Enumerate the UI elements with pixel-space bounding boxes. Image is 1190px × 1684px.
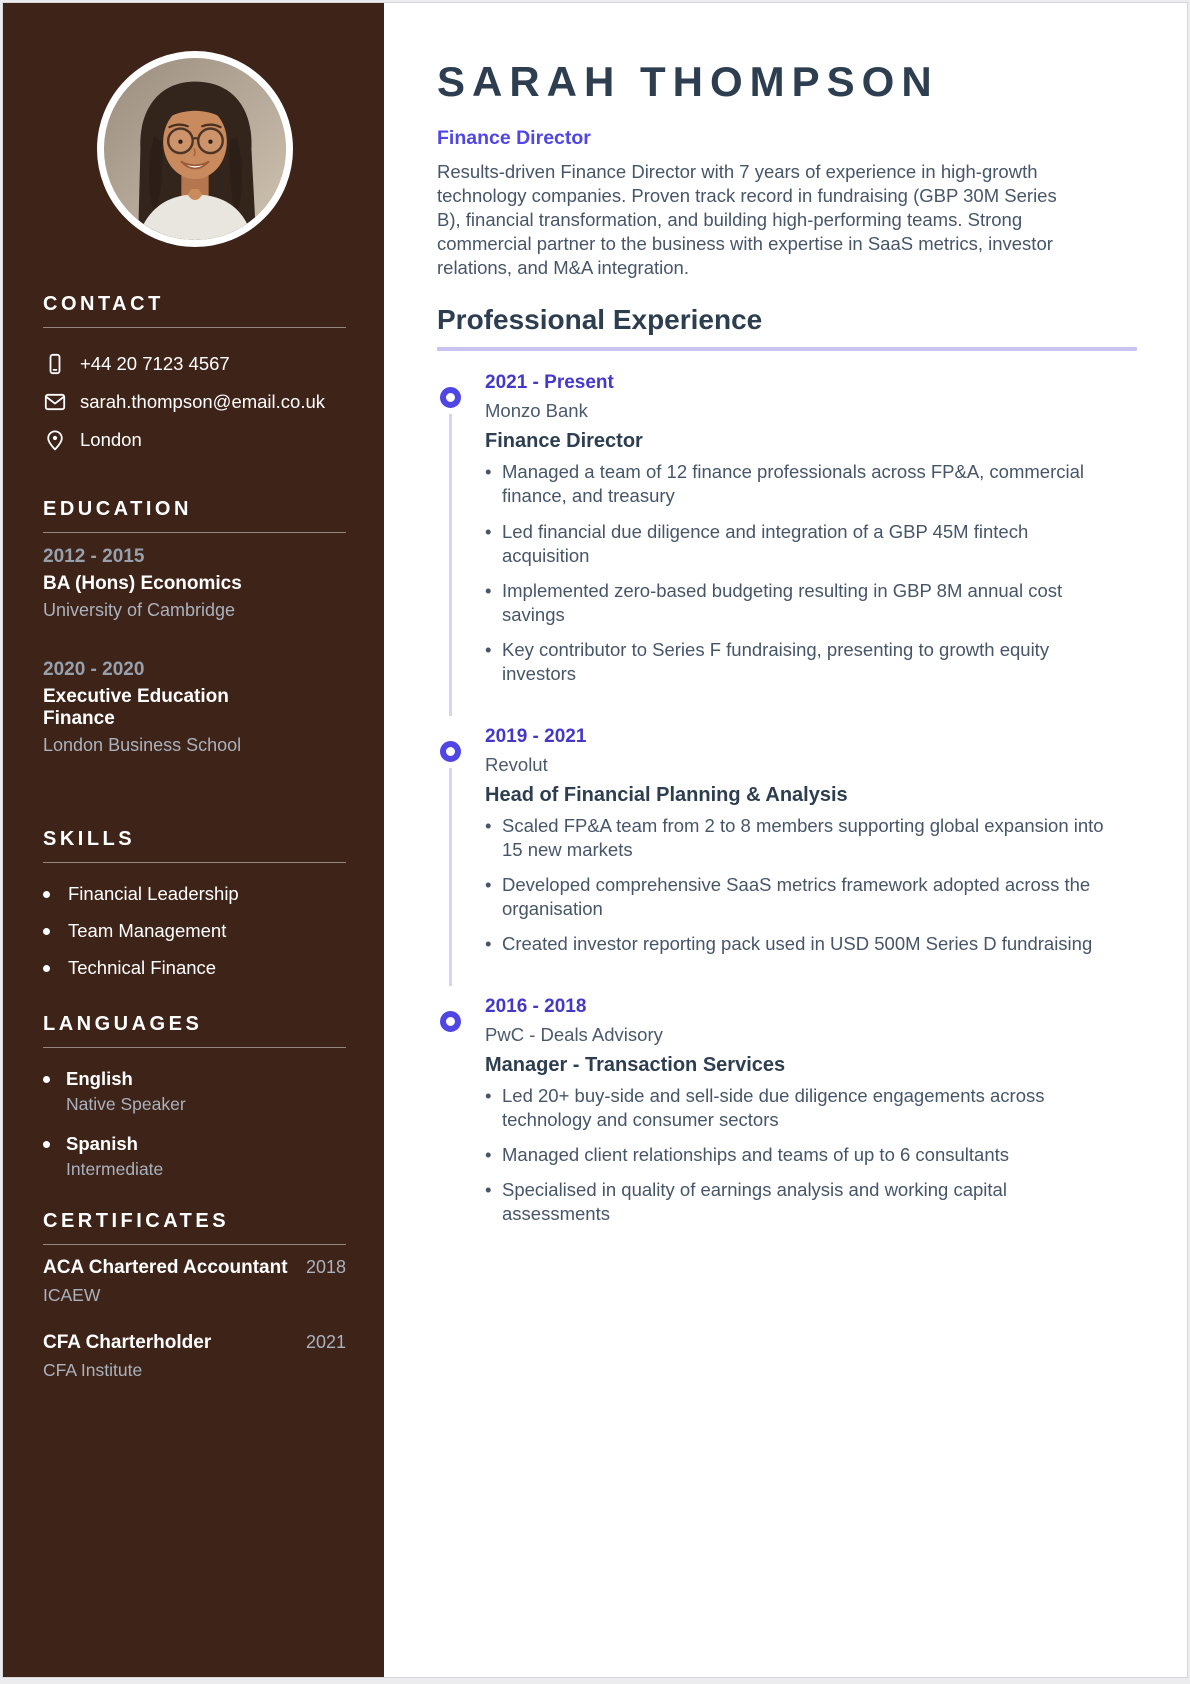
education-dates: 2020 - 2020 [43, 659, 145, 681]
location-icon [43, 428, 67, 452]
language-name: Spanish [66, 1133, 138, 1155]
contact-location [43, 428, 346, 452]
sidebar [3, 3, 384, 1677]
experience-dates: 2019 - 2021 [485, 725, 587, 747]
experience-role: Finance Director [485, 430, 643, 453]
email-icon [43, 390, 67, 414]
skill-item [43, 883, 346, 905]
experience-timeline [437, 372, 1137, 1226]
education-heading: EDUCATION [43, 498, 192, 520]
education-degree: BA (Hons) Economics [43, 573, 242, 594]
certificate-name: CFA Charterholder [43, 1332, 212, 1354]
person-job-title: Finance Director [437, 127, 591, 150]
experience-bullet: • Specialised in quality of earnings analysis and working capital assessments [485, 1178, 1107, 1226]
location-value: London [80, 429, 142, 450]
experience-bullet: • Managed client relationships and teams of up to 6 consultants [485, 1143, 1107, 1167]
experience-bullet: • Managed a team of 12 finance professionals across FP&A, commercial finance, and treasury [485, 460, 1107, 508]
education-degree: Executive Education Finance [43, 686, 229, 730]
bullet-dot [43, 1141, 50, 1148]
certificate-issuer: ICAEW [43, 1285, 101, 1306]
contact-phone [43, 352, 346, 376]
profile-photo-illustration [104, 58, 286, 240]
divider [43, 1244, 346, 1245]
experience-role: Head of Financial Planning & Analysis [485, 783, 848, 806]
skill-label: Technical Finance [68, 957, 217, 979]
divider [43, 862, 346, 863]
language-level: Intermediate [66, 1159, 164, 1180]
timeline-marker-icon [440, 1011, 461, 1032]
bullet-dot [43, 928, 50, 935]
contact-section [43, 293, 346, 452]
timeline-connector [449, 414, 452, 715]
experience-bullet: • Led financial due diligence and integration of a GBP 45M fintech acquisition [485, 520, 1107, 568]
experience-bullet: • Scaled FP&A team from 2 to 8 members supporting global expansion into 15 new markets [485, 814, 1107, 862]
experience-item [437, 996, 1137, 1226]
timeline-marker-icon [440, 387, 461, 408]
certificate-year: 2018 [305, 1257, 346, 1278]
timeline-marker-icon [440, 741, 461, 762]
experience-heading: Professional Experience [437, 304, 763, 336]
certificate-issuer: CFA Institute [43, 1360, 143, 1381]
experience-bullet-list [485, 460, 1107, 685]
timeline-connector [449, 768, 452, 986]
experience-company: Revolut [485, 753, 548, 775]
certificates-section [43, 1210, 346, 1381]
experience-bullet: • Created investor reporting pack used in USD 500M Series D fundraising [485, 932, 1107, 956]
experience-item [437, 726, 1137, 956]
resume-page [2, 2, 1188, 1678]
education-dates: 2012 - 2015 [43, 546, 145, 567]
bullet-dot [43, 965, 50, 972]
skills-section [43, 828, 346, 979]
education-school: University of Cambridge [43, 600, 236, 621]
certificate-item [43, 1332, 346, 1381]
skill-label: Team Management [68, 920, 227, 942]
skill-label: Financial Leadership [68, 883, 239, 905]
education-item [43, 546, 346, 621]
certificate-item [43, 1257, 346, 1306]
experience-bullet-list [485, 1084, 1107, 1226]
phone-value: +44 20 7123 4567 [80, 353, 230, 374]
experience-item [437, 372, 1137, 685]
education-item [43, 659, 346, 756]
divider [43, 327, 346, 328]
email-value: sarah.thompson@email.co.uk [80, 391, 326, 412]
experience-bullet: • Led 20+ buy-side and sell-side due diligence engagements across technology and consumer sectors [485, 1084, 1107, 1132]
experience-bullet: • Implemented zero-based budgeting resulting in GBP 8M annual cost savings [485, 579, 1107, 627]
phone-icon [43, 352, 67, 376]
contact-heading: CONTACT [43, 293, 164, 315]
profile-summary: Results-driven Finance Director with 7 years of experience in high-growth technology companies. Proven track record in fundraising (GBP 30M Series B), financial transformation, and building high-performing teams. Strong commercial partner to the business with expertise in SaaS metrics, investor relations, and M&A integration. [437, 161, 1057, 279]
experience-company: PwC - Deals Advisory [485, 1024, 663, 1046]
avatar [97, 51, 293, 247]
language-name: English [66, 1068, 133, 1090]
certificate-year: 2021 [305, 1332, 346, 1353]
certificates-heading: CERTIFICATES [43, 1210, 230, 1233]
divider [43, 532, 346, 533]
contact-email [43, 390, 346, 414]
skills-heading: SKILLS [43, 828, 136, 851]
skill-item [43, 920, 346, 942]
language-level: Native Speaker [66, 1094, 186, 1115]
experience-dates: 2016 - 2018 [485, 996, 587, 1018]
skill-item [43, 957, 346, 979]
languages-heading: LANGUAGES [43, 1013, 203, 1036]
experience-dates: 2021 - Present [485, 372, 614, 394]
experience-bullet: • Key contributor to Series F fundraising, presenting to growth equity investors [485, 638, 1107, 686]
language-item [43, 1133, 346, 1180]
bullet-dot [43, 1076, 50, 1083]
experience-bullet-list [485, 814, 1107, 956]
languages-section [43, 1013, 346, 1180]
experience-role: Manager - Transaction Services [485, 1054, 786, 1077]
experience-bullet: • Developed comprehensive SaaS metrics framework adopted across the organisation [485, 873, 1107, 921]
experience-heading-underline [437, 347, 1137, 351]
bullet-dot [43, 891, 50, 898]
experience-company: Monzo Bank [485, 400, 588, 422]
education-school: London Business School [43, 735, 242, 756]
language-item [43, 1068, 346, 1115]
person-name: SARAH THOMPSON [437, 58, 939, 105]
certificate-name: ACA Chartered Accountant [43, 1257, 288, 1279]
divider [43, 1047, 346, 1048]
main-content [384, 3, 1187, 1677]
education-section [43, 498, 346, 756]
